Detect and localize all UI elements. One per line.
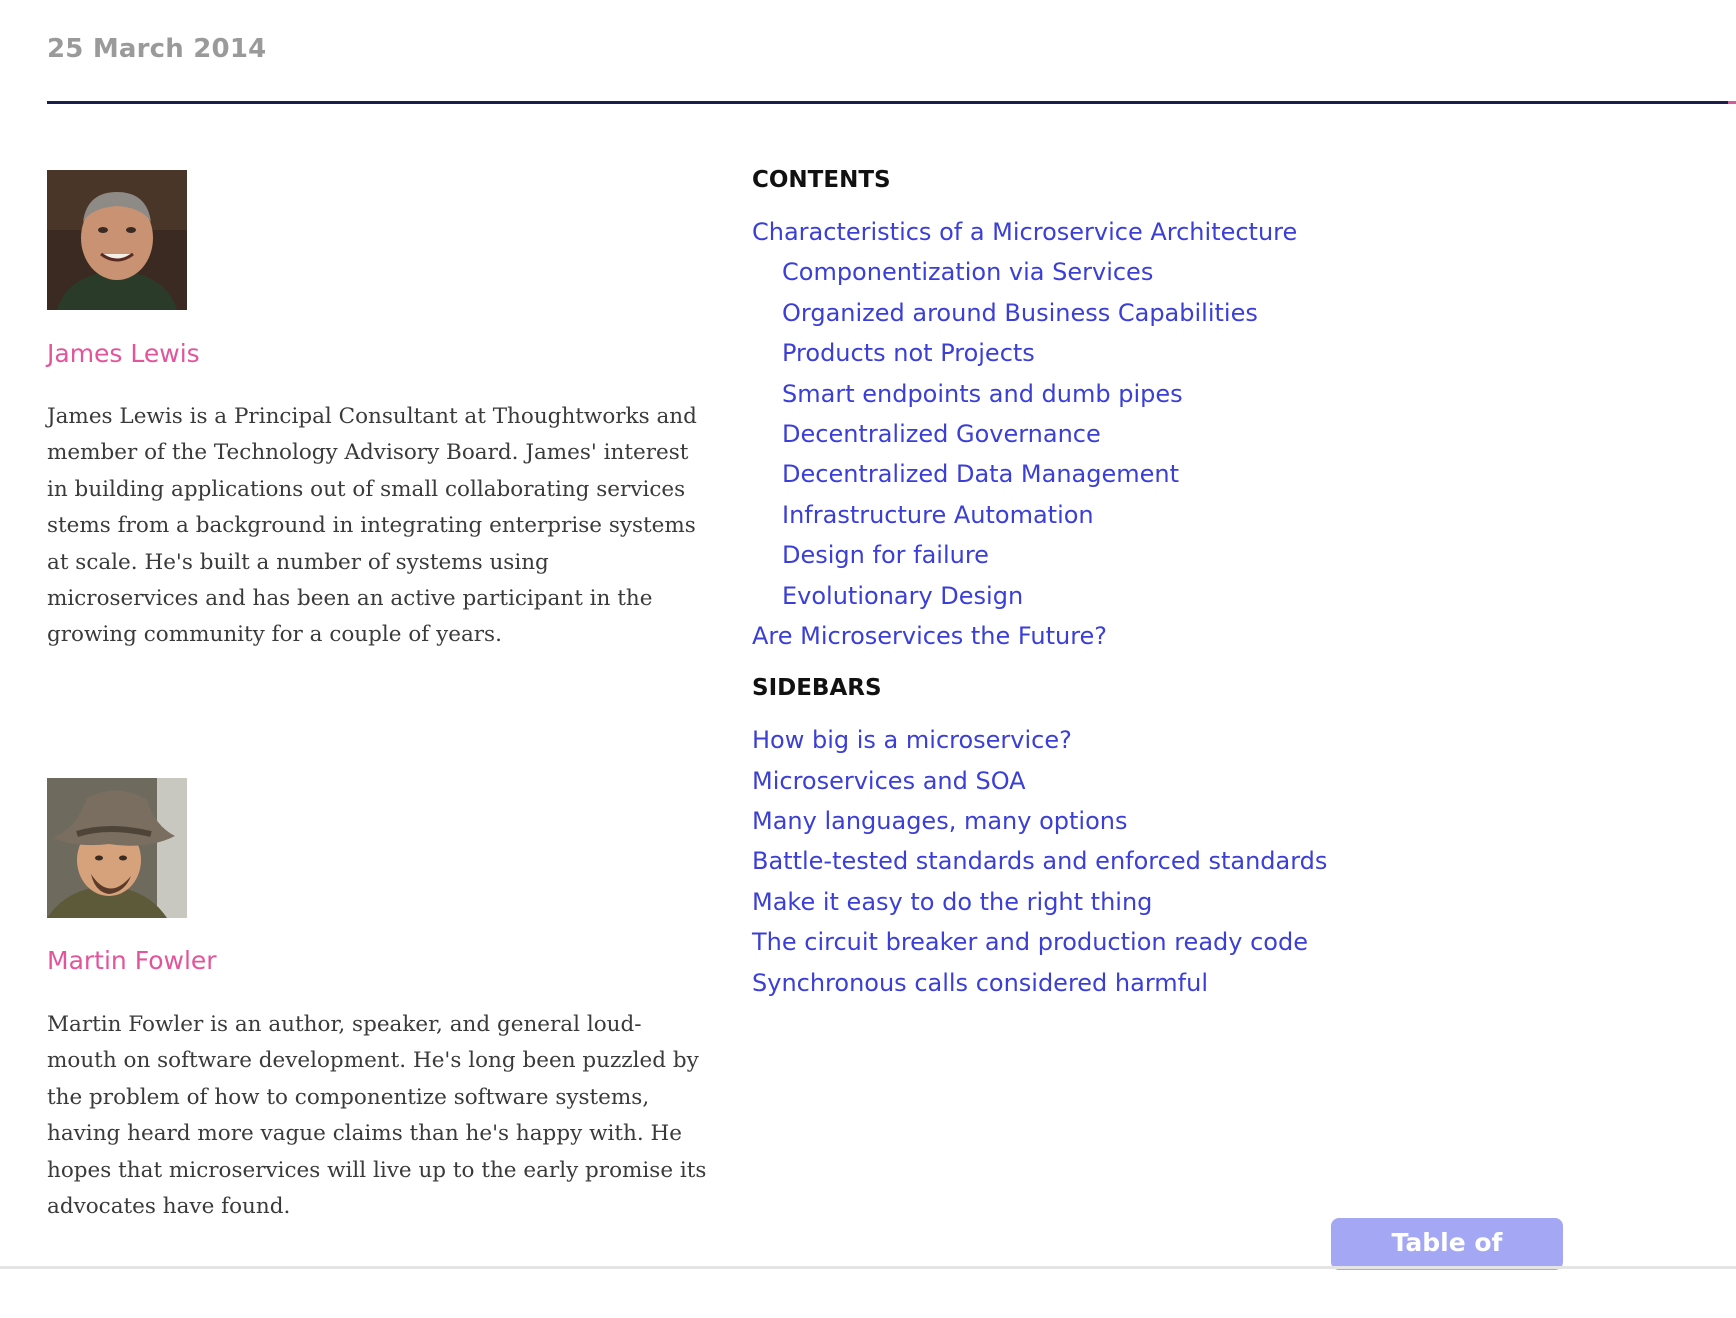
table-of-contents-button[interactable]: Table of Contents [1331, 1218, 1563, 1270]
author-photo-james-lewis [47, 170, 187, 310]
contents-list [752, 212, 1652, 656]
sidebars-heading: SIDEBARS [752, 675, 882, 702]
publication-date: 25 March 2014 [47, 34, 267, 64]
sidebar-link[interactable]: Many languages, many options [752, 807, 1128, 836]
contents-link[interactable]: Design for failure [782, 541, 989, 570]
contents-link[interactable]: Products not Projects [782, 339, 1035, 368]
sidebar-link[interactable]: Battle-tested standards and enforced standards [752, 847, 1328, 876]
contents-link[interactable]: Decentralized Governance [782, 419, 1101, 448]
sidebar-link[interactable]: How big is a microservice? [752, 726, 1072, 755]
contents-link[interactable]: Evolutionary Design [782, 581, 1024, 610]
header-divider [47, 101, 1728, 104]
author-name[interactable]: James Lewis [47, 339, 200, 368]
contents-link[interactable]: Infrastructure Automation [782, 500, 1094, 529]
sidebar-link[interactable]: Microservices and SOA [752, 766, 1026, 795]
contents-link[interactable]: Characteristics of a Microservice Architecture [752, 218, 1298, 246]
author-bio: Martin Fowler is an author, speaker, and general loud-mouth on software development. He's long been puzzled by the problem of how to componentize software systems, having heard more vague claims than he's happy with. He hopes that microservices will live up to the early promise its advocates have found. [47, 1012, 707, 1220]
contents-link[interactable]: Organized around Business Capabilities [782, 298, 1258, 327]
contents-link[interactable]: Decentralized Data Management [782, 460, 1179, 489]
bottom-scroll-edge [0, 1266, 1736, 1269]
sidebar-link[interactable]: Synchronous calls considered harmful [752, 968, 1208, 997]
contents-link[interactable]: Smart endpoints and dumb pipes [782, 379, 1183, 408]
author-bio: James Lewis is a Principal Consultant at Thoughtworks and member of the Technology Advisory Board. James' interest in building applications out of small collaborating services stems from a background in integrating enterprise systems at scale. He's built a number of systems using microservices and has been an active participant in the growing community for a couple of years. [47, 404, 697, 648]
table-of-contents [752, 160, 1652, 1003]
sidebar-link[interactable]: Make it easy to do the right thing [752, 887, 1153, 916]
sidebars-list [752, 720, 1652, 1003]
contents-heading: CONTENTS [752, 167, 891, 193]
header-divider-accent [1728, 101, 1736, 104]
contents-link[interactable]: Are Microservices the Future? [752, 621, 1108, 650]
author-name[interactable]: Martin Fowler [47, 946, 217, 975]
sidebar-link[interactable]: The circuit breaker and production ready code [752, 928, 1308, 957]
contents-link[interactable]: Componentization via Services [782, 258, 1154, 287]
author-photo-martin-fowler [47, 778, 187, 918]
